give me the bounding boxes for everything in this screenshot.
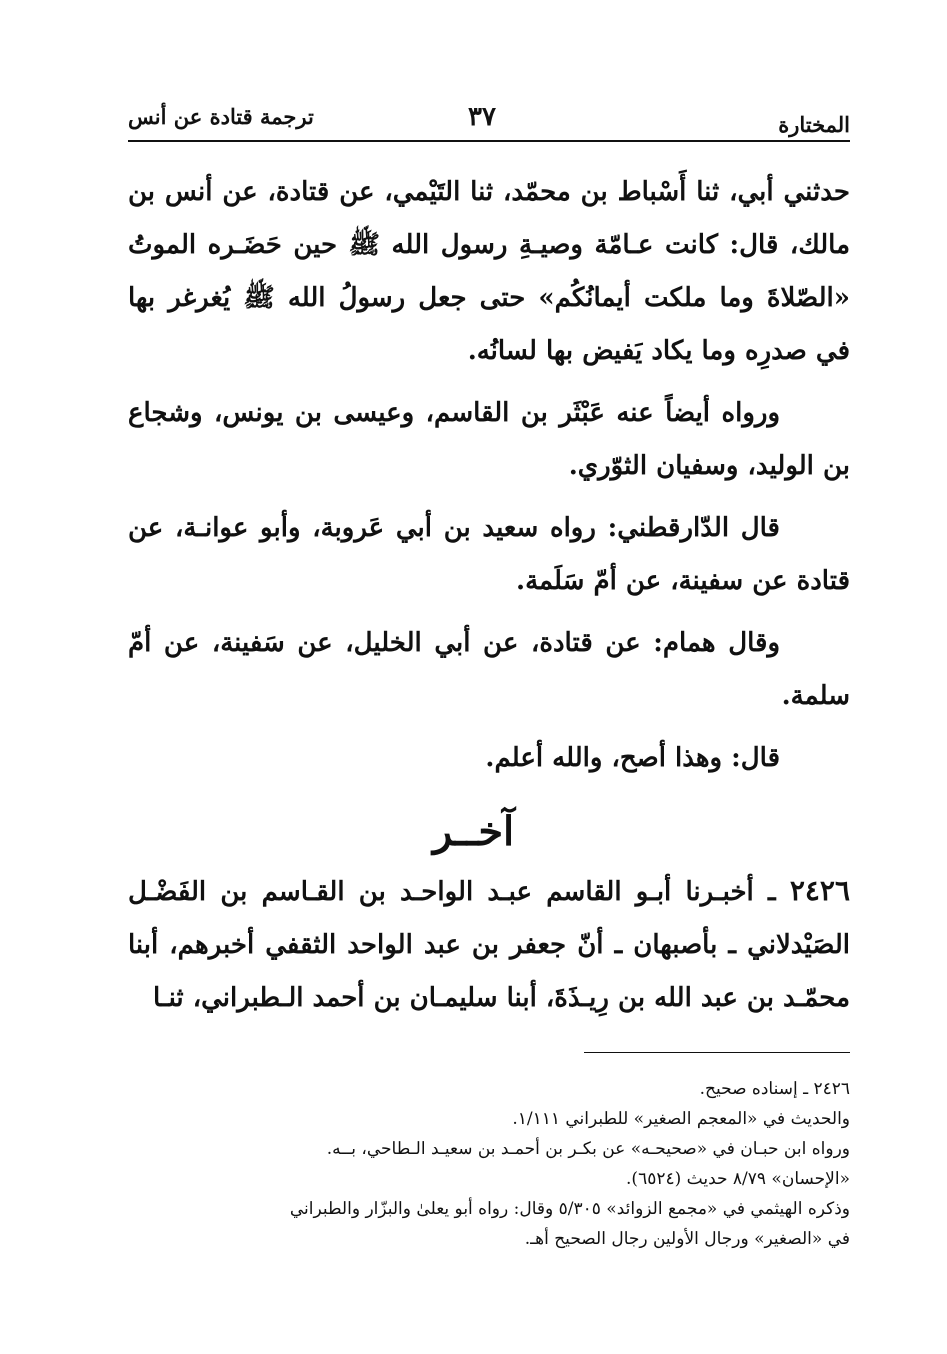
paragraph-2: ورواه أيضاً عنه عَبْثَر بن القاسم، وعيسى بن يونس، وشجاع بن الوليد، وسفيان الثوّري. — [128, 398, 850, 481]
main-text — [128, 166, 850, 794]
footnote-line-1: ٢٤٢٦ ـ إسناده صحيح. — [699, 1079, 850, 1099]
paragraph-1: حدثني أبي، ثنا أَسْباط بن محمّد، ثنا التَيْمي، عن قتادة، عن أنس بن مالك، قال: كانت عـامّة وصيـةِ رسول الله ﷺ حين حَضَـره الموتُ «الصّلاةَ وما ملكت أيمانُكُم» حتى جعل رسولُ الله ﷺ يُغرغر بها في صدرِه وما يكاد يَفيض بها لسانُه. — [128, 177, 850, 366]
footnote-line-4: «الإحسان» ٨/٧٩ حديث (٦٥٢٤). — [626, 1169, 850, 1189]
footnote-line-2: والحديث في «المعجم الصغير» للطبراني ١/١١١. — [512, 1109, 850, 1129]
hadith-entry — [128, 864, 850, 1025]
footnote-line-5: وذكره الهيثمي في «مجمع الزوائد» ٥/٣٠٥ وقال: رواه أبو يعلىٰ والبزّار والطبراني — [289, 1199, 850, 1219]
hadith-paragraph — [128, 864, 850, 1025]
hadith-number: ٢٤٢٦ — [789, 874, 850, 907]
paragraph-3: قال الدّارقطني: رواه سعيد بن أبي عَروبة، وأبو عوانـة، عن قتادة عن سفينة، عن أمّ سَلَمة. — [128, 513, 850, 596]
running-header — [128, 100, 850, 142]
paragraph-4: وقال همام: عن قتادة، عن أبي الخليل، عن سَفينة، عن أمّ سلمة. — [128, 628, 850, 711]
footnote-divider — [584, 1052, 850, 1053]
footnotes — [128, 1074, 850, 1254]
hadith-text: ـ أخبـرنا أبـو القاسم عبـد الواحـد بن القـاسم بن الفَضْـل الصَيْدلاني ـ بأصبهان ـ أنّ جعفر بن عبد الواحد الثقفي أخبرهم، أبنا محمّـد بن عبد الله بن رِيـذَةَ، أبنا سليمـان بن أحمد الـطبراني، ثنـا — [128, 877, 850, 1013]
chapter-title: ترجمة قتادة عن أنس — [128, 104, 314, 129]
section-heading: آخــر — [432, 808, 515, 855]
footnote-line-6: في «الصغير» ورجال الأولين رجال الصحيح أهـ. — [524, 1229, 850, 1249]
page-number: ٣٧ — [468, 102, 496, 132]
book-title: المختارة — [778, 112, 850, 137]
footnote-line-3: ورواه ابن حبـان في «صحيحـه» عن بكـر بن أحمـد بن سعيـد الـطاحي، بــه. — [326, 1139, 850, 1159]
paragraph-5: قال: وهذا أصح، والله أعلم. — [485, 743, 780, 773]
